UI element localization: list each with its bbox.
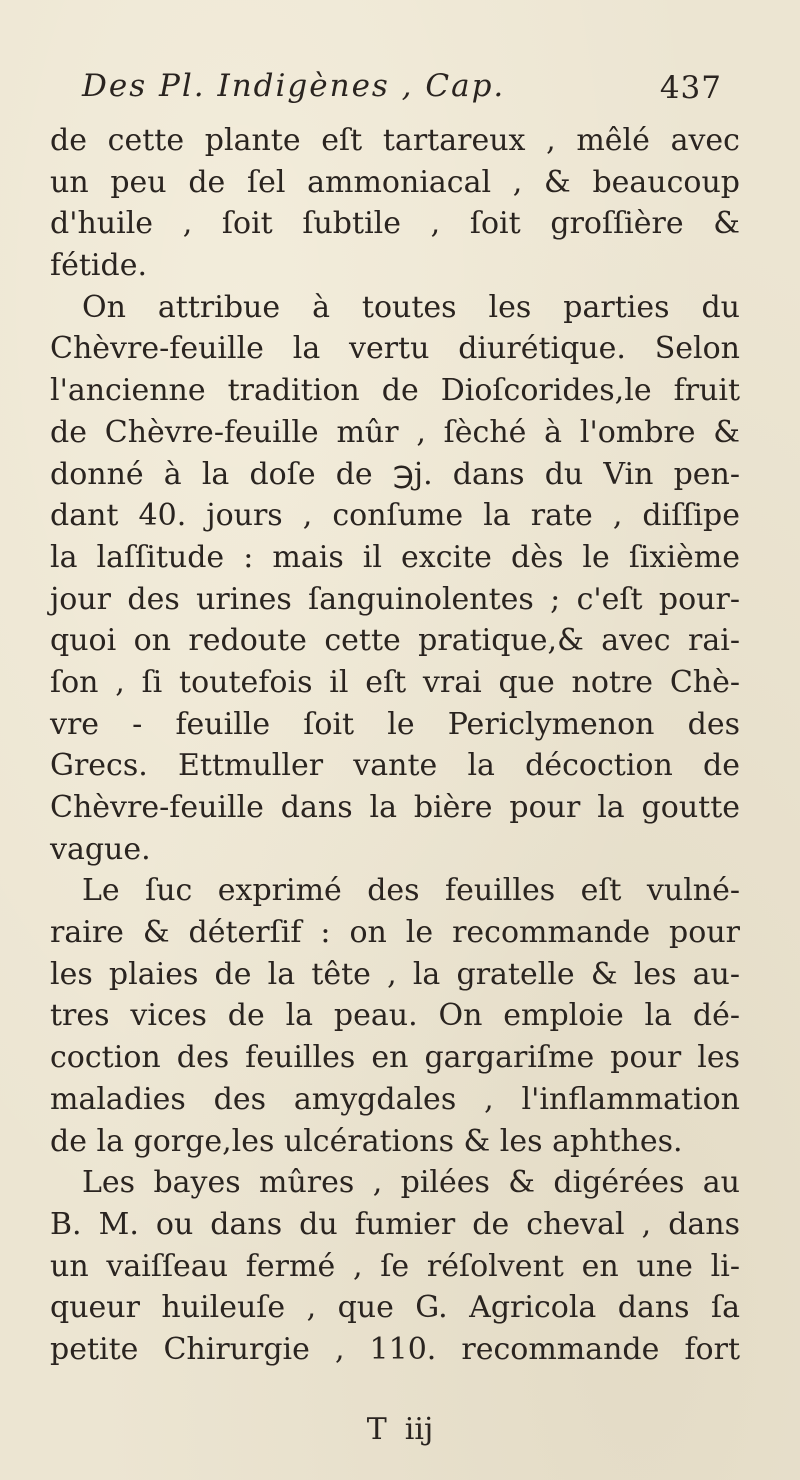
text-line: donné à la doſe de ℈j. dans du Vin pen- — [50, 456, 740, 492]
text-line: fétide. — [50, 248, 148, 284]
body-text — [50, 120, 740, 1371]
signature-mark — [0, 1412, 800, 1447]
running-title: Des Pl. Indigènes , Cap. — [82, 68, 506, 104]
text-line: vague. — [50, 831, 151, 867]
text-line: d'huile , ſoit ſubtile , ſoit groſſière & — [50, 206, 740, 242]
signature-letter: T — [366, 1412, 387, 1447]
text-line: tres vices de la peau. On emploie la dé- — [50, 998, 740, 1034]
text-line: jour des urines ſanguinolentes ; c'eſt pour- — [50, 581, 740, 617]
signature-number: iij — [404, 1412, 434, 1447]
text-line: B. M. ou dans du fumier de cheval , dans — [50, 1206, 740, 1242]
text-line: de la gorge,les ulcérations & les aphthes. — [50, 1123, 683, 1159]
text-line: un peu de ſel ammoniacal , & beaucoup — [50, 164, 740, 200]
text-line: Les bayes mûres , pilées & digérées au — [82, 1165, 740, 1201]
text-line: quoi on redoute cette pratique,& avec rai- — [50, 623, 740, 659]
text-line: Le ſuc exprimé des feuilles eſt vulné- — [82, 873, 740, 909]
text-line: raire & déterſif : on le recommande pour — [50, 915, 740, 951]
text-line: Chèvre-feuille la vertu diurétique. Selon — [50, 331, 740, 367]
text-line: de cette plante eſt tartareux , mêlé avec — [50, 123, 740, 158]
page-header — [82, 68, 722, 116]
page-number: 437 — [659, 70, 722, 106]
text-line: de Chèvre-feuille mûr , ſèché à l'ombre & — [50, 414, 740, 450]
text-line: un vaiſſeau fermé , ſe réſolvent en une li- — [50, 1248, 740, 1284]
text-line: Grecs. Ettmuller vante la décoction de — [50, 748, 740, 784]
text-line: les plaies de la tête , la gratelle & les au- — [50, 956, 740, 992]
text-line: vre - feuille ſoit le Periclymenon des — [50, 706, 740, 742]
text-line: coction des feuilles en gargariſme pour les — [50, 1040, 740, 1076]
text-line: petite Chirurgie , 110. recommande fort — [50, 1331, 740, 1367]
text-line: l'ancienne tradition de Dioſcorides,le fruit — [50, 373, 740, 409]
text-line: Chèvre-feuille dans la bière pour la goutte — [50, 790, 740, 825]
text-line: maladies des amygdales , l'inflammation — [50, 1081, 740, 1117]
text-line: queur huileuſe , que G. Agricola dans ſa — [50, 1290, 740, 1326]
text-line: ſon , ſi toutefois il eſt vrai que notre Chè- — [50, 664, 740, 700]
text-line: dant 40. jours , conſume la rate , diſſipe — [50, 498, 740, 534]
text-line: On attribue à toutes les parties du — [82, 289, 740, 325]
text-line: la laſſitude : mais il excite dès le ſixième — [50, 539, 740, 575]
